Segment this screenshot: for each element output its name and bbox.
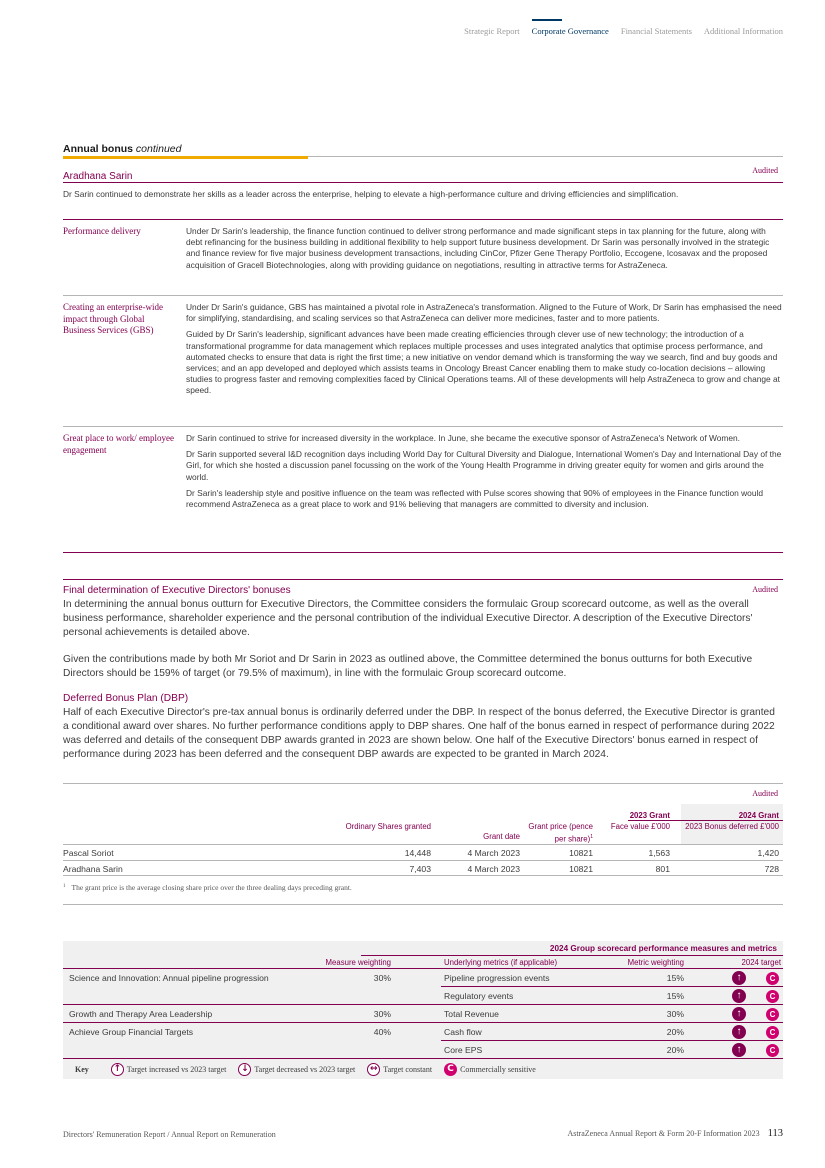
footnote-text: The grant price is the average closing share price over the three dealing days preceding grant. [71,883,352,892]
divider [63,182,783,183]
arrow-left-right-icon: ↔ [367,1063,380,1076]
final-determination-title: Final determination of Executive Directors' bonuses [63,585,291,596]
commercially-sensitive-icon: C [444,1063,457,1076]
row-date: 4 March 2023 [467,848,520,858]
divider [63,1022,783,1023]
arrow-down-icon: ↓ [238,1063,251,1076]
table-row [63,860,783,876]
perf-paragraph: Dr Sarin's leadership style and positive influence on the team was reflected with Pulse scores showing that 90% of employees in the Finance function would recommend AstraZeneca as a great place to work and 91% believing that managers are committed to diversity and inclusion. [186,487,763,510]
metric-name: Total Revenue [444,1009,499,1019]
col-date-header: Grant date [483,832,520,841]
perf-body [186,302,783,397]
row-name: Pascal Soriot [63,848,114,858]
row-shares: 7,403 [409,864,431,874]
col-price-header-text: Grant price (pence per share) [528,822,593,844]
footer-report-name: AstraZeneca Annual Report & Form 20-F Information 2023 [567,1129,760,1138]
perf-paragraph: Dr Sarin supported several I&D recognition days including World Day for Cultural Diversity and Dialogue, International Women's Day and International Day of the Girl, for which she hosted a discussion panel focussing on the work of the Young Health Programme in driving greater equity for women and girls around the world. [186,449,782,482]
perf-body [186,226,783,271]
perf-paragraph: Guided by Dr Sarin's leadership, significant advances have been made creating efficiencies through clever use of new technology; the introduction of a transformational programme for data management which replaces multiple processes and uses integrated analytics that optimise process performance, and automated checks to ensure that data is right the first time; a new initiative on vendor demand which is transforming the way we search, find and buy goods and services; and an app developed and deployed which assists teams in Oncology Breast Cancer enabling them to make study co-location decisions – allowing studies to progress faster and removing complexities faced by Clinical Operations teams. All of these developments will help AstraZeneca to grow and change at speed. [186,329,781,396]
section-accent-bar [63,156,308,159]
director-name: Aradhana Sarin [63,171,133,182]
divider [63,1004,783,1005]
metric-weight: 15% [666,973,684,983]
col-2024-target: 2024 target [741,958,781,967]
row-date: 4 March 2023 [467,864,520,874]
dbp-paragraph: Half of each Executive Director's pre-tax annual bonus is ordinarily deferred under the DBP. In respect of the bonus deferred, the Executive Director is granted a conditional award over shares. No further performance conditions apply to DBP shares. One half of the bonus earned in respect of performance during 2022 was deferred and details of the consequent DBP awards granted in 2023 are shown below. One half of the Executive Directors' bonus earned in respect of performance during 2023 has been deferred and the consequent DBP awards are expected to be granted in March 2024. [63,707,775,760]
divider [441,986,783,987]
section-title-suffix: continued [135,143,182,155]
row-deferred: 728 [764,864,779,874]
grant-2023-header: 2023 Grant [629,811,670,820]
measure-name: Growth and Therapy Area Leadership [69,1009,213,1019]
metric-weight: 20% [666,1045,684,1055]
commercially-sensitive-icon: C [766,1026,779,1039]
measure-weight: 40% [373,1027,391,1037]
key-text: Target increased vs 2023 target [126,1065,227,1074]
row-deferred: 1,420 [757,848,779,858]
arrow-up-icon: ↑ [732,1007,746,1021]
col-price-header [521,822,593,845]
audited-label: Audited [752,789,778,798]
audited-label: Audited [752,166,778,175]
divider [361,955,783,956]
commercially-sensitive-icon: C [766,972,779,985]
arrow-up-icon: ↑ [732,1025,746,1039]
key-text: Commercially sensitive [460,1065,536,1074]
col-measure-weighting: Measure weighting [325,958,391,967]
divider [63,1058,783,1059]
col-metric-weighting: Metric weighting [627,958,684,967]
row-name: Aradhana Sarin [63,864,123,874]
key-item-constant [367,1063,432,1076]
key-item-down [238,1063,355,1076]
perf-body [186,433,783,510]
table-row [63,844,783,860]
perf-paragraph: Under Dr Sarin's leadership, the finance function continued to deliver strong performance and made significant steps in tax planning for the future, along with debt refinancing for the business building in additional flexibility to help support future business development. Dr Sarin was personally involved in the strategic and finance review for five major business development transactions, including CinCor, Pfizer Gene Therapy Portfolio, Eccogene, Icosavax and the proposed acquisition of Gracell Biotechnologies, along with providing guidance on negotiations, resulting in attractive terms for AstraZeneca. [186,226,770,270]
scorecard-title: 2024 Group scorecard performance measures and metrics [549,944,777,953]
arrow-up-icon: ↑ [732,971,746,985]
key-item-up [111,1063,227,1076]
arrow-up-icon: ↑ [111,1063,124,1076]
perf-row-great-place [63,427,783,553]
metric-name: Regulatory events [444,991,514,1001]
dbp-table [63,784,783,876]
key-text: Target decreased vs 2023 target [254,1065,356,1074]
perf-paragraph: Under Dr Sarin's guidance, GBS has maintained a pivotal role in AstraZeneca's transformation. Aligned to the Future of Work, Dr Sarin has emphasised the need for simplifying, standardising, and scaling services so that AstraZeneca can deliver more medicines, faster and to more patients. [186,302,782,324]
commercially-sensitive-icon: C [766,1008,779,1021]
measure-name: Science and Innovation: Annual pipeline progression [69,973,269,983]
final-paragraph-1: In determining the annual bonus outturn for Executive Directors, the Committee considers the formulaic Group scorecard outcome, as well as the overall business performance, shareholder experience and the personal contribution of the individual Executive Director. A description of the Executive Directors' personal achievements is detailed above. [63,599,753,638]
measure-name: Achieve Group Financial Targets [69,1027,194,1037]
audited-label: Audited [752,585,778,594]
col-face-header: Face value £'000 [610,822,670,831]
row-price: 10821 [569,848,593,858]
arrow-up-icon: ↑ [732,989,746,1003]
section-title-text: Annual bonus [63,143,133,155]
divider [63,968,783,969]
perf-row-gbs [63,296,783,427]
key-label: Key [75,1065,89,1074]
footnote-number: 1 [63,883,66,889]
nav-additional-information[interactable]: Additional Information [703,26,783,36]
col-underlying-metrics: Underlying metrics (if applicable) [444,958,558,967]
footnote-marker: 1 [590,834,593,840]
dbp-title: Deferred Bonus Plan (DBP) [63,693,189,704]
grant-2024-header: 2024 Grant [738,811,779,820]
divider [63,904,783,905]
nav-corporate-governance[interactable]: Corporate Governance [531,26,609,36]
row-shares: 14,448 [404,848,431,858]
measure-weight: 30% [373,973,391,983]
col-shares-header: Ordinary Shares granted [345,822,431,831]
perf-label: Great place to work/ employee engagement [63,433,174,455]
arrow-up-icon: ↑ [732,1043,746,1057]
nav-strategic-report[interactable]: Strategic Report [464,26,520,36]
scorecard-key [63,1060,783,1079]
commercially-sensitive-icon: C [766,1044,779,1057]
metric-name: Pipeline progression events [444,973,550,983]
row-price: 10821 [569,864,593,874]
divider [441,1040,783,1041]
perf-paragraph: Dr Sarin continued to strive for increased diversity in the workplace. In June, she became the executive sponsor of AstraZeneca's Network of Women. [186,433,740,443]
col-deferred-header: 2023 Bonus deferred £'000 [685,822,779,831]
metric-name: Cash flow [444,1027,482,1037]
row-face: 801 [655,864,670,874]
sarin-intro: Dr Sarin continued to demonstrate her skills as a leader across the enterprise, helping to elevate a high-performance culture and driving efficiencies and simplification. [63,189,679,199]
metric-name: Core EPS [444,1045,483,1055]
section-title [63,143,181,155]
page-number: 113 [767,1128,783,1139]
divider [681,820,783,821]
divider [63,579,783,580]
footer-report-title [567,1128,783,1139]
perf-label: Performance delivery [63,226,141,236]
row-face: 1,563 [648,848,670,858]
divider [628,820,681,821]
dbp-footnote [63,883,352,892]
key-item-sensitive [444,1063,536,1076]
scorecard-table [63,941,783,1079]
commercially-sensitive-icon: C [766,990,779,1003]
final-paragraph-2: Given the contributions made by both Mr Soriot and Dr Sarin in 2023 as outlined above, the Committee determined the bonus outturns for both Executive Directors should be 159% of target (or 79.5% of maximum), in line with the formulaic Group scorecard outcome. [63,654,753,679]
measure-weight: 30% [373,1009,391,1019]
perf-row-performance-delivery [63,220,783,296]
key-text: Target constant [383,1065,433,1074]
metric-weight: 20% [666,1027,684,1037]
metric-weight: 15% [666,991,684,1001]
metric-weight: 30% [666,1009,684,1019]
section-nav [464,26,783,36]
nav-financial-statements[interactable]: Financial Statements [620,26,692,36]
footer-breadcrumb: Directors' Remuneration Report / Annual Report on Remuneration [63,1130,276,1139]
perf-label: Creating an enterprise-wide impact through Global Business Services (GBS) [63,302,163,335]
